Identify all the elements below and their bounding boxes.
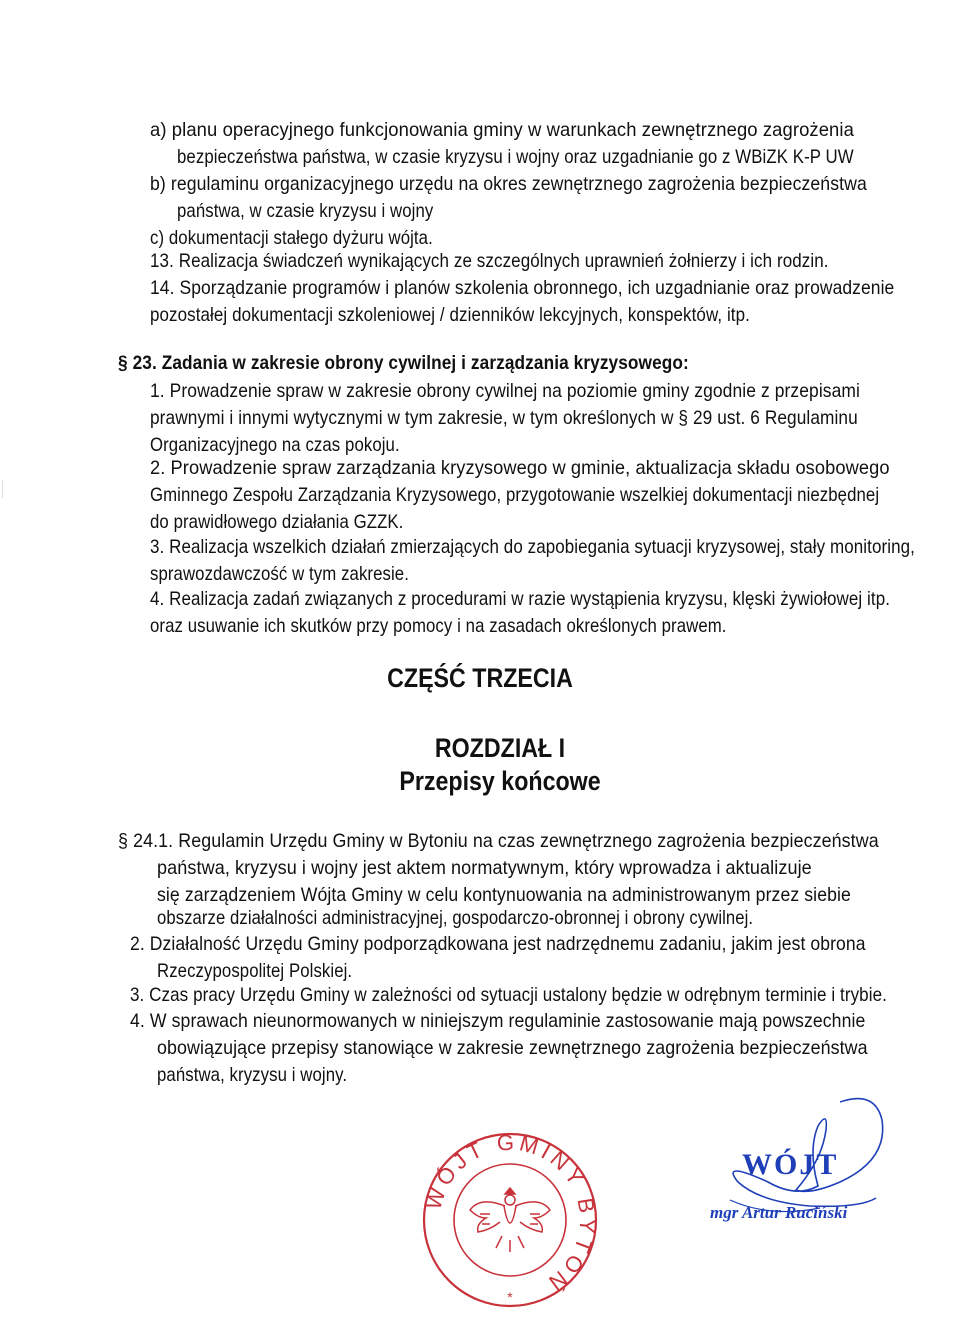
sec23-item2-line-3: do prawidłowego działania GZZK. <box>150 511 404 533</box>
item-14-line-1: 14. Sporządzanie programów i planów szkolenia obronnego, ich uzgadnianie oraz prowadzenie <box>150 277 895 299</box>
sec24-item4-line-3: państwa, kryzysu i wojny. <box>157 1064 348 1086</box>
chapter-subtitle: Przepisy końcowe <box>399 766 601 796</box>
section-23-heading: § 23. Zadania w zakresie obrony cywilnej i zarządzania kryzysowego: <box>118 352 689 374</box>
eagle-emblem-icon <box>470 1188 550 1252</box>
item-a-line-2: bezpieczeństwa państwa, w czasie kryzysu i wojny oraz uzgadnianie go z WBiZK K-P UW <box>177 146 854 168</box>
sec23-item1-line-2: prawnymi i innymi wytycznymi w tym zakresie, w tym określonych w § 29 ust. 6 Regulaminu <box>150 407 858 429</box>
sec24-item1-line-4: obszarze działalności administracyjnej, gospodarczo-obronnej i obrony cywilnej. <box>157 907 754 929</box>
sec24-item2-line-1: 2. Działalność Urzędu Gminy podporządkowana jest nadrzędnemu zadaniu, jakim jest obrona <box>130 933 866 955</box>
sec23-item1-line-3: Organizacyjnego na czas pokoju. <box>150 434 400 456</box>
sec23-item1-line-1: 1. Prowadzenie spraw w zakresie obrony cywilnej na poziomie gminy zgodnie z przepisami <box>150 380 861 402</box>
item-14-line-2: pozostałej dokumentacji szkoleniowej / dzienników lekcyjnych, konspektów, itp. <box>150 304 750 326</box>
item-c-line: c) dokumentacji stałego dyżuru wójta. <box>150 227 433 249</box>
signature-title: WÓJT <box>742 1148 839 1181</box>
item-a-line-1: a) planu operacyjnego funkcjonowania gminy w warunkach zewnętrznego zagrożenia <box>150 119 854 141</box>
sec24-item3-line: 3. Czas pracy Urzędu Gminy w zależności od sytuacji ustalony będzie w odrębnym terminie i trybie. <box>130 984 887 1006</box>
sec24-item1-line-2: państwa, kryzysu i wojny jest aktem normatywnym, który wprowadza i aktualizuje <box>157 857 812 879</box>
sec24-item1-line-3: się zarządzeniem Wójta Gminy w celu kontynuowania na administrowanym przez siebie <box>157 884 851 906</box>
sec24-item4-line-1: 4. W sprawach nieunormowanych w niniejszym regulaminie zastosowanie mają powszechnie <box>130 1010 866 1032</box>
sec24-item1-line-1: § 24.1. Regulamin Urzędu Gminy w Bytoniu na czas zewnętrznego zagrożenia bezpieczeństwa <box>118 830 879 852</box>
sec23-item2-line-2: Gminnego Zespołu Zarządzania Kryzysowego, przygotowanie wszelkiej dokumentacji niezbędnej <box>150 484 880 506</box>
sec24-item2-line-2: Rzeczypospolitej Polskiej. <box>157 960 353 982</box>
signature-name: mgr Artur Ruciński <box>710 1203 848 1222</box>
sec23-item3-line-1: 3. Realizacja wszelkich działań zmierzających do zapobiegania sytuacji kryzysowej, stały monitoring, <box>150 536 915 558</box>
part-title: CZĘŚĆ TRZECIA <box>387 663 573 693</box>
sec23-item4-line-2: oraz usuwanie ich skutków przy pomocy i na zasadach określonych prawem. <box>150 615 727 637</box>
sec23-item2-line-1: 2. Prowadzenie spraw zarządzania kryzysowego w gminie, aktualizacja składu osobowego <box>150 457 890 479</box>
item-b-line-1: b) regulaminu organizacyjnego urzędu na okres zewnętrznego zagrożenia bezpieczeństwa <box>150 173 867 195</box>
chapter-title: ROZDZIAŁ I <box>434 733 566 763</box>
svg-text:*: * <box>507 1289 513 1305</box>
sec24-item4-line-2: obowiązujące przepisy stanowiące w zakresie zewnętrznego zagrożenia bezpieczeństwa <box>157 1037 868 1059</box>
item-13-line: 13. Realizacja świadczeń wynikających ze szczególnych uprawnień żołnierzy i ich rodzin. <box>150 250 829 272</box>
official-stamp <box>420 1130 600 1310</box>
sec23-item4-line-1: 4. Realizacja zadań związanych z procedurami w razie wystąpienia kryzysu, klęski żywiołowej itp. <box>150 588 891 610</box>
item-b-line-2: państwa, w czasie kryzysu i wojny <box>177 200 434 222</box>
scan-artifact <box>2 480 3 498</box>
svg-text:WÓJT GMINY BYTOŃ: WÓJT GMINY BYTOŃ <box>420 1130 600 1298</box>
sec23-item3-line-2: sprawozdawczość w tym zakresie. <box>150 563 409 585</box>
